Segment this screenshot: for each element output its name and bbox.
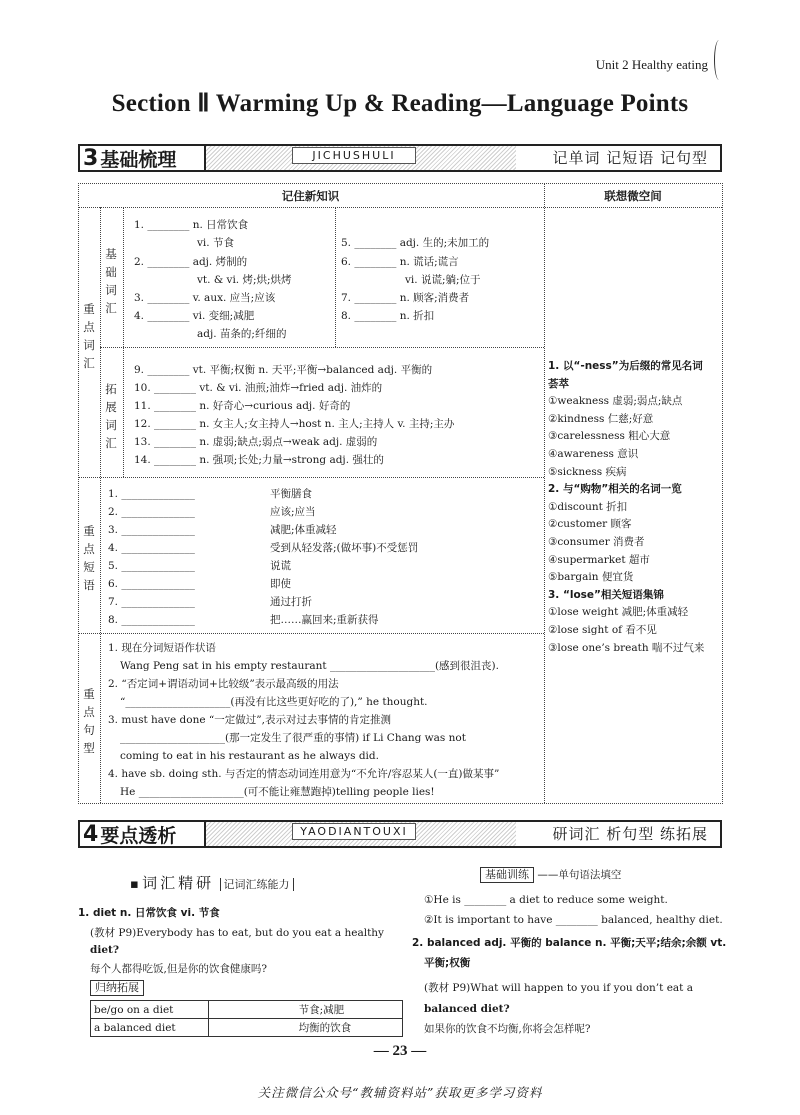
label-basic-vocab: 基础词汇 xyxy=(105,247,117,315)
vocab-study-heading xyxy=(130,872,360,893)
basic-vocab-line: 5. ________ adj. 生的;未加工的 xyxy=(341,237,490,249)
association-panel xyxy=(548,358,723,657)
section-3-tagline: 记单词 记短语 记句型 xyxy=(516,144,722,172)
table-header-left: 记住新知识 xyxy=(281,189,340,203)
phrase-meaning: 受到从轻发落;(做坏事)不受惩罚 xyxy=(270,542,419,554)
section-3-banner xyxy=(78,144,722,172)
label-key-sentences: 重点句型 xyxy=(83,687,95,755)
sentence-line: 2. “否定词+谓语动词+比较级”表示最高级的用法 xyxy=(108,678,339,690)
basic-vocab-line: 4. ________ vi. 变细;减肥 xyxy=(134,310,255,322)
basic-drill-subtitle: ——单句语法填空 xyxy=(537,869,622,881)
phrase-number: 5. ______________ xyxy=(108,560,195,572)
basic-vocab-line: vt. & vi. 烤;烘;烘烤 xyxy=(197,274,292,286)
label-key-vocab: 重点词汇 xyxy=(83,302,95,370)
panel-line: ④awareness 意识 xyxy=(548,447,639,460)
entry-diet-example: diet? xyxy=(90,944,120,956)
extended-vocab-line: 11. ________ n. 好奇心→curious adj. 好奇的 xyxy=(134,400,351,412)
entry-diet-heading: 1. diet n. 日常饮食 vi. 节食 xyxy=(78,907,220,919)
doc-icon: ▪ xyxy=(130,877,139,892)
panel-line: 荟萃 xyxy=(548,377,569,390)
sentence-line: “____________________(再没有比这些更好吃的了),” he thought. xyxy=(120,696,428,708)
extended-vocab-line: 10. ________ vt. & vi. 油煎;油炸→fried adj. 油炸的 xyxy=(134,382,383,394)
panel-line: ④supermarket 超市 xyxy=(548,553,650,566)
sentence-line: coming to eat in his restaurant as he always did. xyxy=(120,750,379,762)
entry-balanced-example: balanced diet? xyxy=(424,1003,510,1015)
vocab-study-title: 词汇精研 xyxy=(142,874,215,892)
phrase-number: 1. ______________ xyxy=(108,488,195,500)
basic-vocab-line: adj. 苗条的;纤细的 xyxy=(197,328,287,340)
basic-vocab-line: 6. ________ n. 谎话;谎言 xyxy=(341,256,459,268)
phrase-number: 6. ______________ xyxy=(108,578,195,590)
sentence-line: He ____________________(可不能让雍慧跑掉)telling people lies! xyxy=(120,786,435,798)
sentence-line: 1. 现在分词短语作状语 xyxy=(108,642,216,654)
table-row xyxy=(91,1001,403,1019)
entry-balanced-example: (教材 P9)What will happen to you if you don’t eat a xyxy=(424,982,693,994)
panel-line: ③consumer 消费者 xyxy=(548,535,645,548)
entry-diet-translation: 每个人都得吃饭,但是你的饮食健康吗? xyxy=(90,963,267,975)
phrase-meaning: 平衡膳食 xyxy=(270,488,312,500)
panel-line: 3. “lose”相关短语集锦 xyxy=(548,588,664,601)
footer-note: 关注微信公众号“教辅资料站”获取更多学习资料 xyxy=(257,1085,543,1100)
section-4-tagline: 研词汇 析句型 练拓展 xyxy=(516,820,722,848)
entry-diet-example: (教材 P9)Everybody has to eat, but do you eat a healthy xyxy=(90,927,384,939)
panel-line: ①weakness 虚弱;弱点;缺点 xyxy=(548,395,683,408)
entry-balanced-heading: 平衡;权衡 xyxy=(424,957,471,969)
panel-line: ③carelessness 粗心大意 xyxy=(548,430,671,443)
basic-vocab-line: 3. ________ v. aux. 应当;应该 xyxy=(134,292,276,304)
section-3-pinyin: JICHUSHULI xyxy=(292,147,416,164)
phrase-zh: 均衡的饮食 xyxy=(208,1019,402,1037)
phrase-number: 7. ______________ xyxy=(108,596,195,608)
basic-vocab-line: 2. ________ adj. 烤制的 xyxy=(134,256,248,268)
vocab-study-subtitle: 记词汇练能力 xyxy=(220,878,294,891)
basic-vocab-line: 7. ________ n. 顾客;消费者 xyxy=(341,292,470,304)
sentence-line: Wang Peng sat in his empty restaurant ____________________(感到很沮丧). xyxy=(120,660,499,672)
extended-vocab-line: 13. ________ n. 虚弱;缺点;弱点→weak adj. 虚弱的 xyxy=(134,436,378,448)
panel-line: ⑤bargain 便宜货 xyxy=(548,571,634,584)
page-number: — 23 — xyxy=(373,1043,427,1059)
entry-balanced-translation: 如果你的饮食不均衡,你将会怎样呢? xyxy=(424,1023,591,1035)
panel-line: ②customer 顾客 xyxy=(548,518,632,531)
panel-line: ①lose weight 减肥;体重减轻 xyxy=(548,606,689,619)
basic-drill-label: 基础训练 xyxy=(480,867,534,883)
extended-vocab-line: 14. ________ n. 强项;长处;力量→strong adj. 强壮的 xyxy=(134,454,384,466)
phrase-zh: 节食;减肥 xyxy=(208,1001,402,1019)
phrase-meaning: 即使 xyxy=(270,578,291,590)
extended-vocab-line: 12. ________ n. 女主人;女主持人→host n. 主人;主持人 v. 主持;主办 xyxy=(134,418,455,430)
basic-vocab-line: vi. 节食 xyxy=(197,237,234,249)
section-3-label xyxy=(78,144,206,172)
phrase-number: 2. ______________ xyxy=(108,506,195,518)
section-4-number: 4 xyxy=(83,821,99,847)
unit-header: Unit 2 Healthy eating xyxy=(595,57,708,72)
label-extended-vocab: 拓展词汇 xyxy=(105,382,117,450)
diet-phrase-table xyxy=(90,1000,403,1037)
expand-label-box: 归纳拓展 xyxy=(90,980,144,996)
basic-vocab-line: 8. ________ n. 折扣 xyxy=(341,310,435,322)
phrase-meaning: 通过打折 xyxy=(270,596,312,608)
entry-balanced-heading: 2. balanced adj. 平衡的 balance n. 平衡;天平;结余;余额 vt. xyxy=(412,937,727,949)
extended-vocab-line: 9. ________ vt. 平衡;权衡 n. 天平;平衡→balanced adj. 平衡的 xyxy=(134,364,433,376)
section-4-name: 要点透析 xyxy=(100,824,177,847)
table-header-right: 联想微空间 xyxy=(604,189,662,203)
sentence-line: 3. must have done “一定做过”,表示对过去事情的肯定推测 xyxy=(108,714,391,726)
panel-line: 1. 以“-ness”为后缀的常见名词 xyxy=(548,360,703,372)
phrase-number: 8. ______________ xyxy=(108,614,195,626)
panel-line: ①discount 折扣 xyxy=(548,500,628,513)
panel-line: ②lose sight of 看不见 xyxy=(548,623,657,636)
basic-vocab-line: 1. ________ n. 日常饮食 xyxy=(134,219,249,231)
drill-question: ①He is ________ a diet to reduce some weight. xyxy=(424,894,668,906)
phrase-meaning: 说谎 xyxy=(270,560,291,572)
section-3-number: 3 xyxy=(83,145,99,171)
expand-label xyxy=(90,980,144,996)
section-3-name: 基础梳理 xyxy=(100,148,177,171)
panel-line: ③lose one’s breath 喘不过气来 xyxy=(548,641,705,654)
drill-question: ②It is important to have ________ balanced, healthy diet. xyxy=(424,914,723,926)
sentence-line: 4. have sb. doing sth. 与否定的情态动词连用意为“不允许/容忍某人(一直)做某事” xyxy=(108,768,500,780)
basic-vocab-line: vi. 说谎;躺;位于 xyxy=(405,274,481,286)
section-4-label xyxy=(78,820,206,848)
section-4-banner xyxy=(78,820,722,848)
phrase-number: 3. ______________ xyxy=(108,524,195,536)
panel-line: ⑤sickness 疾病 xyxy=(548,465,627,478)
sentence-line: ____________________(那一定发生了很严重的事情) if Li Chang was not xyxy=(120,732,466,744)
section-4-pinyin: YAODIANTOUXI xyxy=(292,823,416,840)
phrase-en: be/go on a diet xyxy=(91,1001,209,1019)
table-row xyxy=(91,1019,403,1037)
phrase-meaning: 应该;应当 xyxy=(270,506,316,518)
panel-line: ②kindness 仁慈;好意 xyxy=(548,412,654,425)
header-curve-decoration xyxy=(714,40,724,80)
label-key-phrases: 重点短语 xyxy=(83,524,95,592)
phrase-meaning: 把……赢回来;重新获得 xyxy=(270,614,379,626)
panel-line: 2. 与“购物”相关的名词一览 xyxy=(548,483,682,496)
phrase-en: a balanced diet xyxy=(91,1019,209,1037)
basic-drill-heading xyxy=(480,867,621,883)
phrase-number: 4. ______________ xyxy=(108,542,195,554)
page-title: Section Ⅱ Warming Up & Reading—Language Points xyxy=(111,90,689,117)
phrase-meaning: 减肥;体重减轻 xyxy=(270,524,337,536)
